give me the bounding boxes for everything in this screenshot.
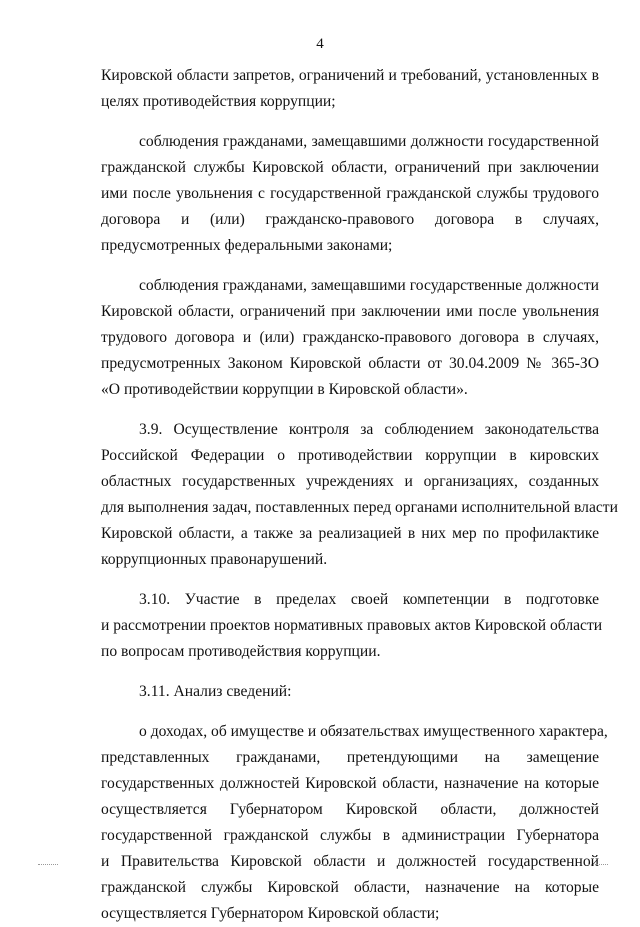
text-line: Кировской области, а также за реализацией в них мер по профилактике	[101, 525, 599, 542]
text-line: ими после увольнения с государственной гражданской службы трудового	[101, 185, 599, 202]
paragraph	[101, 129, 599, 259]
scan-mark	[588, 864, 608, 866]
text-line: 3.10. Участие в пределах своей компетенции в подготовке	[139, 591, 599, 608]
text-line: соблюдения гражданами, замещавшими государственные должности	[139, 277, 599, 294]
text-line: предусмотренных федеральными законами;	[101, 237, 393, 254]
text-line: областных государственных учреждениях и организациях, созданных	[101, 473, 599, 490]
text-line: и Правительства Кировской области и должностей государственной	[101, 853, 599, 870]
text-line: осуществляется Губернатором Кировской области, должностей	[101, 801, 599, 818]
paragraph	[101, 719, 608, 927]
text-line: 3.11. Анализ сведений:	[139, 683, 292, 700]
text-line: трудового договора и (или) гражданско-правового договора в случаях,	[101, 329, 599, 346]
text-line: 3.9. Осуществление контроля за соблюдением законодательства	[139, 421, 599, 438]
text-line: и рассмотрении проектов нормативных правовых актов Кировской области	[101, 617, 603, 634]
paragraph	[101, 273, 599, 403]
text-line: о доходах, об имуществе и обязательствах имущественного характера,	[139, 723, 608, 740]
document-body	[101, 63, 618, 927]
page-number: 4	[316, 36, 324, 52]
text-line: договора и (или) гражданско-правового договора в случаях,	[101, 211, 599, 228]
text-line: для выполнения задач, поставленных перед органами исполнительной власти	[101, 499, 618, 516]
text-line: государственных должностей Кировской области, назначение на которые	[101, 775, 599, 792]
paragraph	[101, 417, 618, 573]
text-line: коррупционных правонарушений.	[101, 551, 328, 568]
text-line: представленных гражданами, претендующими на замещение	[101, 749, 599, 766]
text-line: Российской Федерации о противодействии коррупции в кировских	[101, 447, 599, 464]
text-line: «О противодействии коррупции в Кировской области».	[101, 381, 468, 398]
text-line: Кировской области, ограничений при заключении ими после увольнения	[101, 303, 599, 320]
text-line: целях противодействия коррупции;	[101, 93, 336, 110]
paragraph	[101, 587, 603, 665]
scan-edge-marks	[0, 864, 640, 870]
paragraph	[101, 63, 599, 115]
text-line: осуществляется Губернатором Кировской области;	[101, 905, 440, 922]
text-line: соблюдения гражданами, замещавшими должности государственной	[139, 133, 599, 150]
scan-mark	[314, 864, 336, 866]
text-line: по вопросам противодействия коррупции.	[101, 643, 381, 660]
paragraph	[101, 679, 599, 705]
text-line: предусмотренных Законом Кировской области от 30.04.2009 № 365-ЗО	[101, 355, 599, 372]
scan-mark	[38, 864, 58, 866]
text-line: государственной гражданской службы в администрации Губернатора	[101, 827, 599, 844]
text-line: гражданской службы Кировской области, ограничений при заключении	[101, 159, 599, 176]
text-line: Кировской области запретов, ограничений и требований, установленных в	[101, 67, 599, 84]
text-line: гражданской службы Кировской области, назначение на которые	[101, 879, 599, 896]
